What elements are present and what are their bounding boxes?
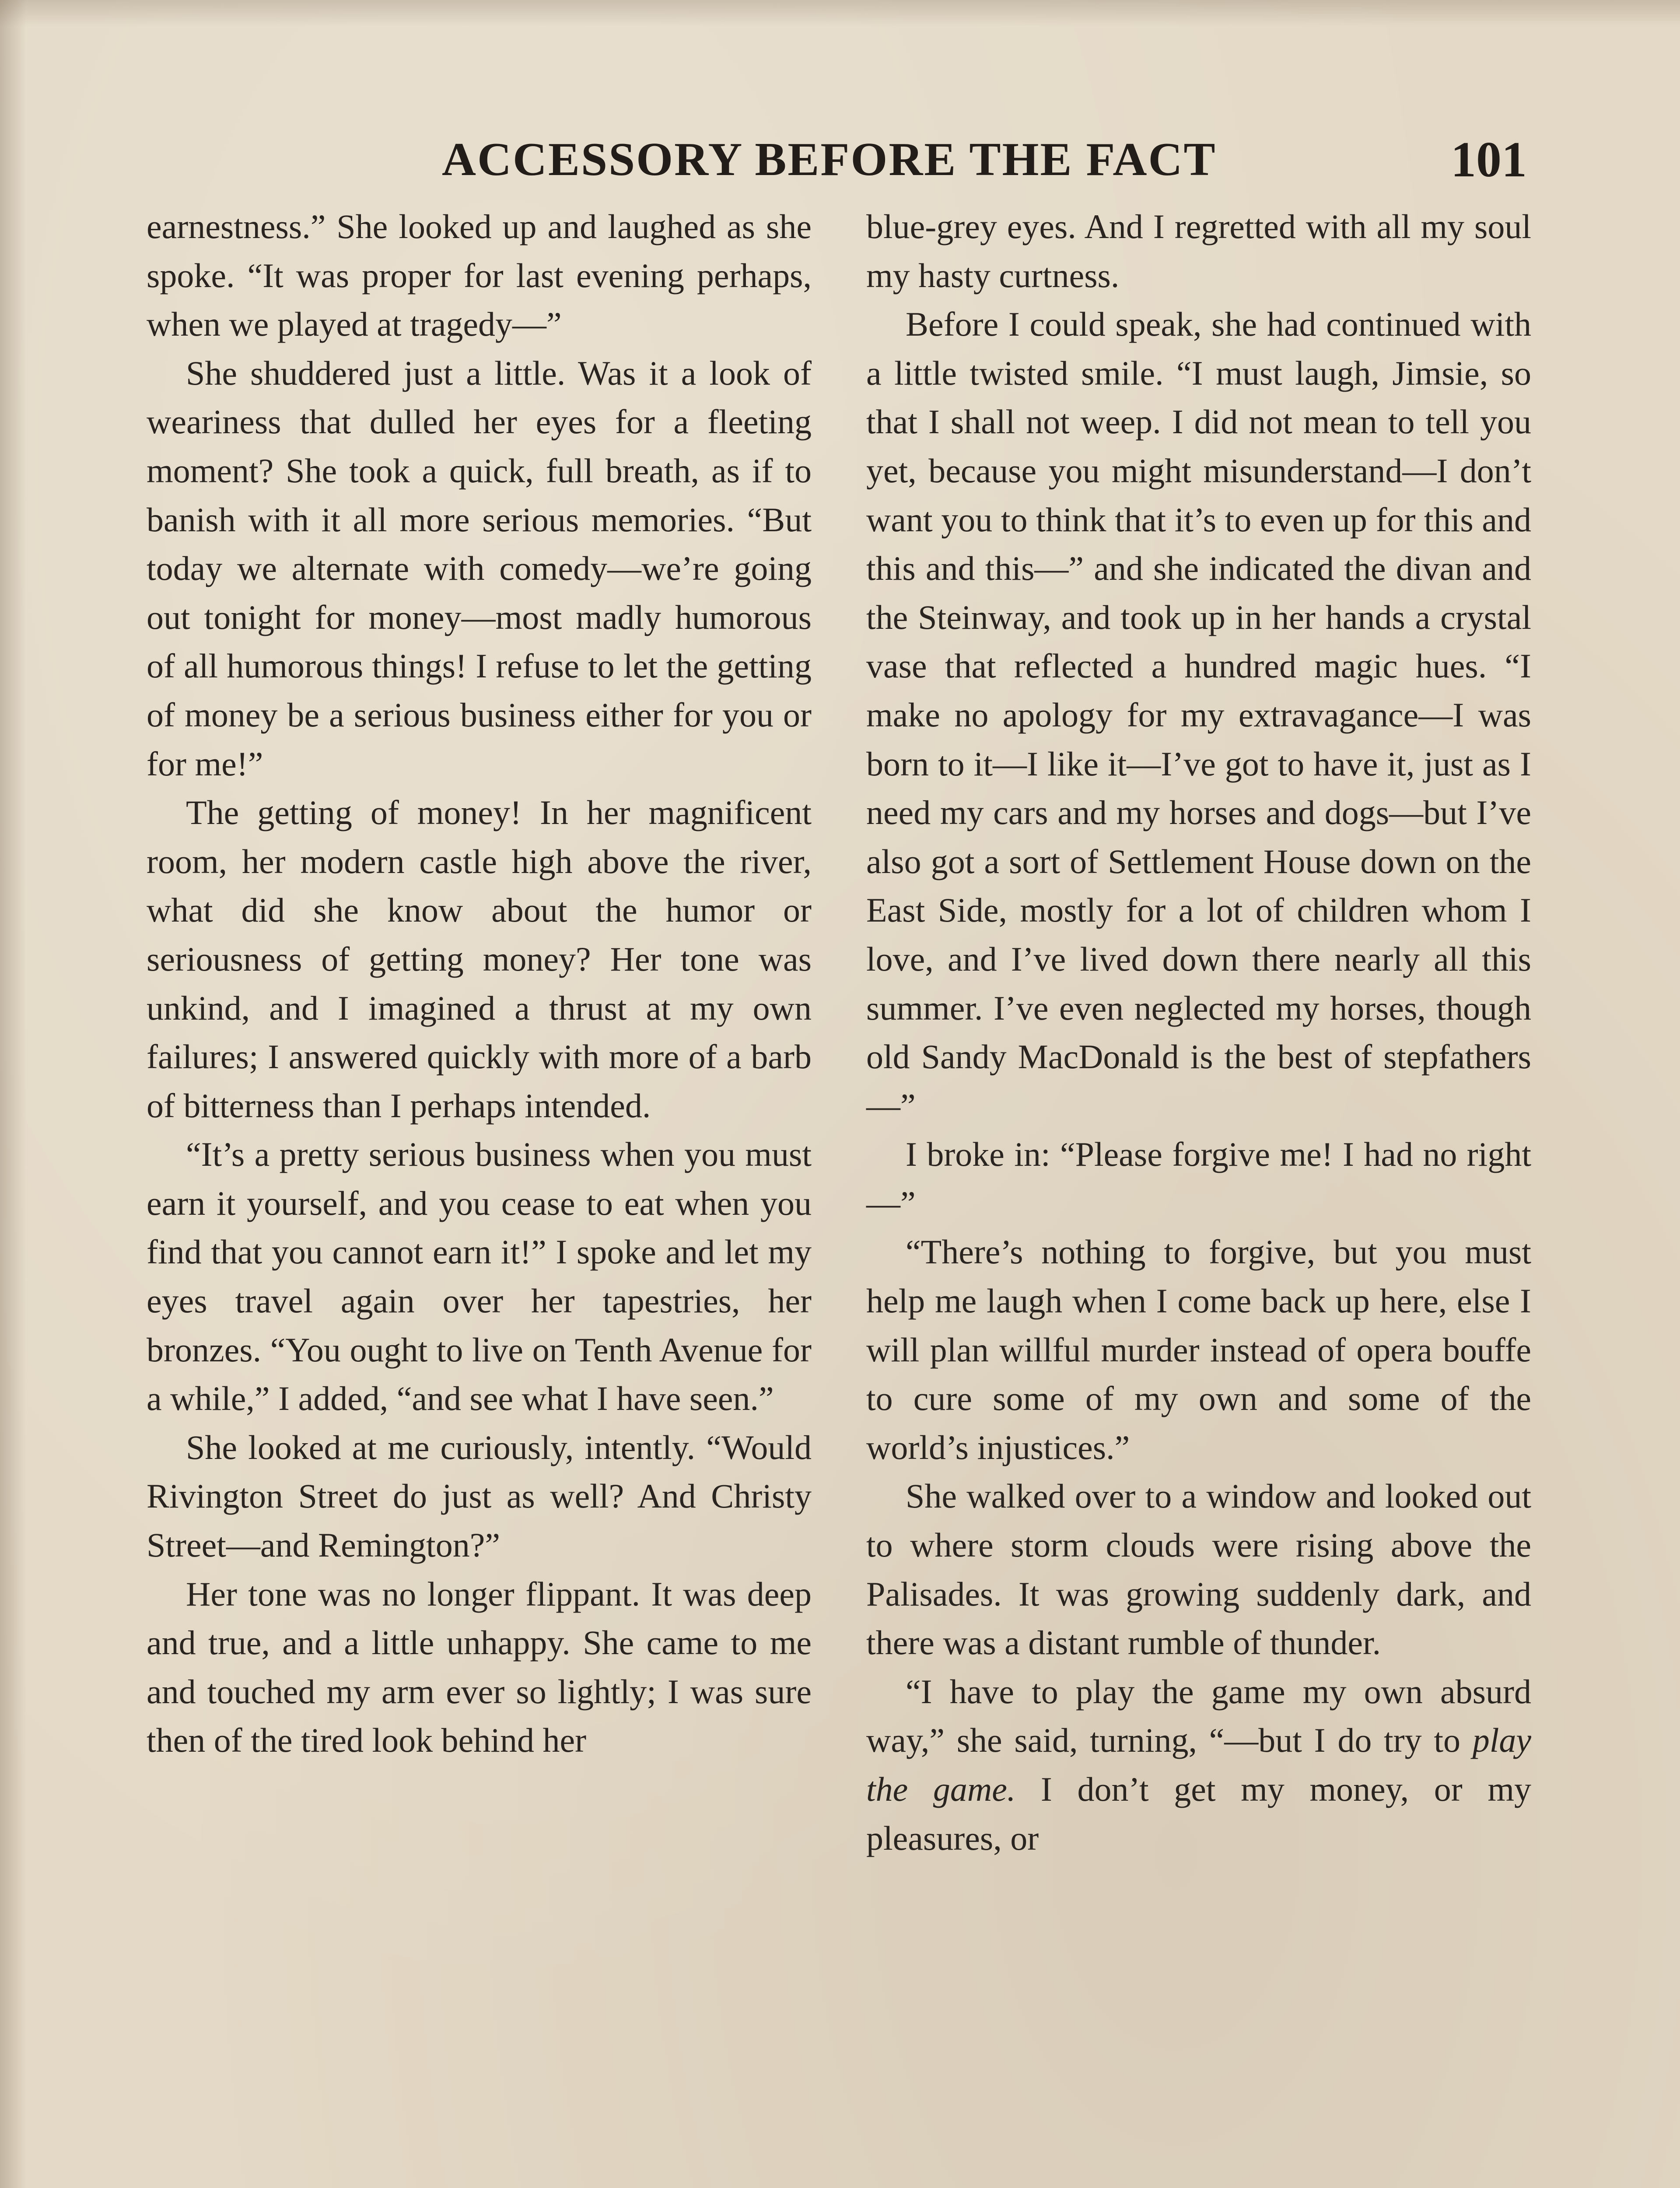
paragraph: She shuddered just a little. Was it a look of weariness that dulled her eyes for a fleeting moment? She took a quick, full breath, as if to banish with it all more serious memories. “But today we alternate with comedy—we’re going out tonight for money—most madly humorous of all humorous things! I refuse to let the getting of money be a serious business either for you or for me!” (147, 354, 812, 783)
paragraph: “There’s nothing to forgive, but you must help me laugh when I come back up here, else I will plan willful murder instead of opera bouffe to cure some of my own and some of the world’s injustices.” (866, 1233, 1531, 1466)
running-title: ACCESSORY BEFORE THE FACT (442, 133, 1217, 186)
page-number: 101 (1451, 132, 1527, 188)
paragraph-text: I don’t get my money, or my pleasures, or (866, 1770, 1531, 1857)
left-column (147, 202, 812, 1765)
paragraph-text: “I have to play the game my own absurd way,” she said, turning, “—but I do try to (866, 1672, 1531, 1760)
right-column (866, 202, 1531, 1862)
paragraph: She walked over to a window and looked out to where storm clouds were rising above the Palisades. It was growing suddenly dark, and there was a distant rumble of thunder. (866, 1477, 1531, 1662)
page-header (144, 127, 1536, 193)
scan-shadow-left (0, 0, 26, 2188)
paragraph: “It’s a pretty serious business when you must earn it yourself, and you cease to eat when you find that you cannot earn it!” I spoke and let my eyes travel again over her tapestries, her bronzes. “You ought to live on Tenth Avenue for a while,” I added, “and see what I have seen.” (147, 1135, 812, 1418)
paragraph: Her tone was no longer flippant. It was deep and true, and a little unhappy. She came to me and touched my arm ever so lightly; I was sure then of the tired look behind her (147, 1574, 812, 1760)
paragraph (866, 1667, 1531, 1862)
paragraph: I broke in: “Please forgive me! I had no right—” (866, 1135, 1531, 1222)
paragraph: earnestness.” She looked up and laughed as she spoke. “It was proper for last evening perhaps, when we played at tragedy—” (147, 207, 812, 344)
paragraph: Before I could speak, she had continued with a little twisted smile. “I must laugh, Jimsie, so that I shall not weep. I did not mean to tell you yet, because you might misunderstand—I don’t want you to think that it’s to even up for this and this and this—” and she indicated the divan and the Steinway, and took up in her hands a crystal vase that reflected a hundred magic hues. “I make no apology for my extravagance—I was born to it—I like it—I’ve got to have it, just as I need my cars and my horses and dogs—but I’ve also got a sort of Settlement House down on the East Side, mostly for a lot of children whom I love, and I’ve lived down there nearly all this summer. I’ve even neglected my horses, though old Sandy MacDonald is the best of stepfathers—” (866, 305, 1531, 1125)
scan-shadow-top (0, 0, 1680, 26)
italic-phrase: play the game. (866, 1721, 1531, 1808)
paragraph: The getting of money! In her magnificent room, her modern castle high above the river, what did she know about the humor or seriousness of getting money? Her tone was unkind, and I imagined a thrust at my own failures; I answered quickly with more of a barb of bitterness than I perhaps intended. (147, 793, 812, 1125)
paragraph: blue-grey eyes. And I regretted with all my soul my hasty curtness. (866, 207, 1531, 295)
paragraph: She looked at me curiously, intently. “Would Rivington Street do just as well? And Christy Street—and Remington?” (147, 1428, 812, 1564)
